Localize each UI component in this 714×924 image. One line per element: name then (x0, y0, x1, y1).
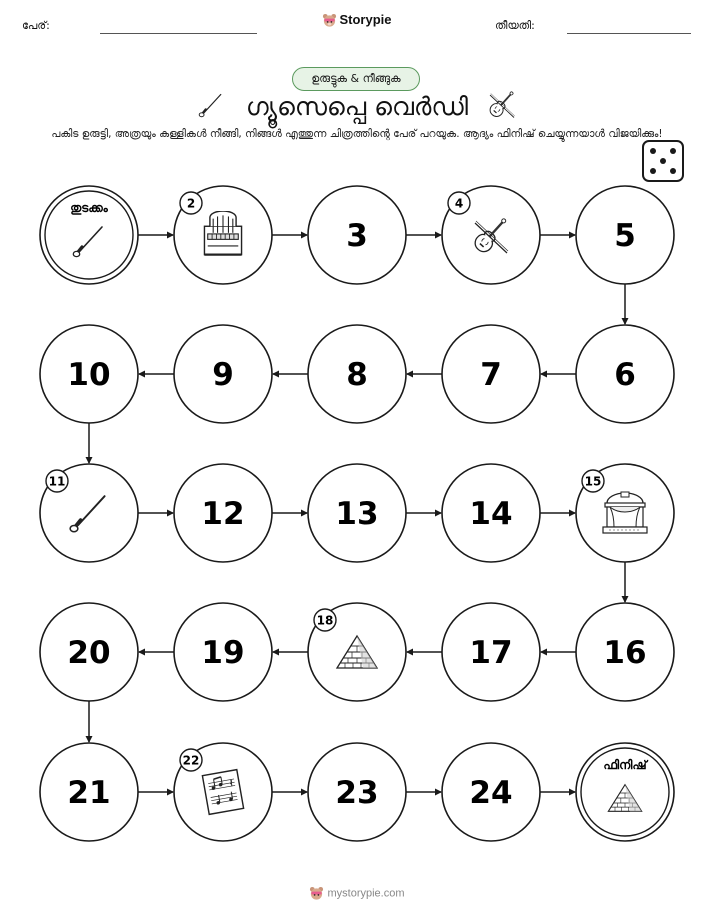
dice-icon (643, 141, 683, 181)
cell-number: 4 (454, 196, 464, 211)
cell-number: 7 (480, 357, 502, 393)
board-cell[interactable] (576, 603, 674, 701)
board-cell[interactable] (40, 743, 138, 841)
date-label: തീയതി: (495, 19, 535, 32)
footer (0, 886, 714, 901)
board-cell[interactable] (576, 186, 674, 284)
cell-number: 17 (469, 635, 513, 671)
cell-number: 19 (201, 635, 245, 671)
cell-number: 5 (614, 218, 636, 254)
brand-name: Storypie (339, 12, 392, 27)
board-cell[interactable] (40, 325, 138, 423)
board-cell[interactable] (442, 743, 540, 841)
cell-number: 23 (335, 775, 379, 811)
board-cell[interactable] (174, 603, 272, 701)
board-cell[interactable] (174, 464, 272, 562)
cell-caption: തുടക്കം (70, 201, 108, 215)
instructions: പകിട ഉരുട്ടി, അത്രയും കള്ളികൾ നീങ്ങി, നിങ്ങൾ എത്തുന്ന ചിത്രത്തിന്റെ പേര് പറയുക. ആദ്യം ഫിനിഷ് ചെയ്യുന്നയാൾ വിജയിക്കും! (51, 128, 663, 140)
board-cell[interactable] (174, 186, 272, 284)
cell-number: 15 (584, 474, 602, 489)
board-cells (40, 186, 674, 841)
cell-number: 10 (67, 357, 111, 393)
cell-number: 16 (603, 635, 647, 671)
board-cell[interactable] (40, 186, 138, 284)
cell-number: 14 (469, 496, 513, 532)
cell-number: 22 (182, 753, 200, 768)
game-type-badge: ഉരുട്ടുക & നീങ്ങുക (292, 67, 420, 91)
sheet-music-icon (202, 770, 243, 815)
board-cell[interactable] (442, 464, 540, 562)
board-cell[interactable] (442, 325, 540, 423)
cell-number: 12 (201, 496, 245, 532)
board-cell[interactable] (442, 603, 540, 701)
cell-number: 21 (67, 775, 111, 811)
violin-title-icon (488, 88, 518, 119)
page-title: ഗ്യൂസെപ്പെ വെർഡി (245, 92, 469, 121)
board-cell[interactable] (40, 464, 138, 562)
organ-icon (204, 211, 241, 255)
board-cell[interactable] (576, 743, 674, 841)
cell-number: 24 (469, 775, 513, 811)
footer-url: mystorypie.com (327, 887, 405, 900)
board-cell[interactable] (576, 464, 674, 562)
board-cell[interactable] (40, 603, 138, 701)
cell-number: 18 (316, 613, 334, 628)
cell-number: 2 (186, 196, 196, 211)
cell-number: 6 (614, 357, 636, 393)
baton-title-icon (199, 95, 221, 117)
cell-number: 9 (212, 357, 234, 393)
board-cell[interactable] (308, 186, 406, 284)
name-label: പേര്: (22, 19, 50, 32)
cell-number: 11 (48, 474, 66, 489)
cell-number: 20 (67, 635, 111, 671)
board-cell[interactable] (576, 325, 674, 423)
cell-number: 3 (346, 218, 368, 254)
board-cell[interactable] (174, 743, 272, 841)
board-cell[interactable] (174, 325, 272, 423)
cell-caption: ഫിനിഷ് (603, 758, 647, 772)
board-cell[interactable] (308, 743, 406, 841)
board-cell[interactable] (308, 464, 406, 562)
cell-number: 13 (335, 496, 379, 532)
cell-number: 8 (346, 357, 368, 393)
theater-icon (603, 492, 647, 533)
board-cell[interactable] (308, 603, 406, 701)
board-cell[interactable] (442, 186, 540, 284)
board-cell[interactable] (308, 325, 406, 423)
bear-footer-icon (309, 886, 324, 901)
